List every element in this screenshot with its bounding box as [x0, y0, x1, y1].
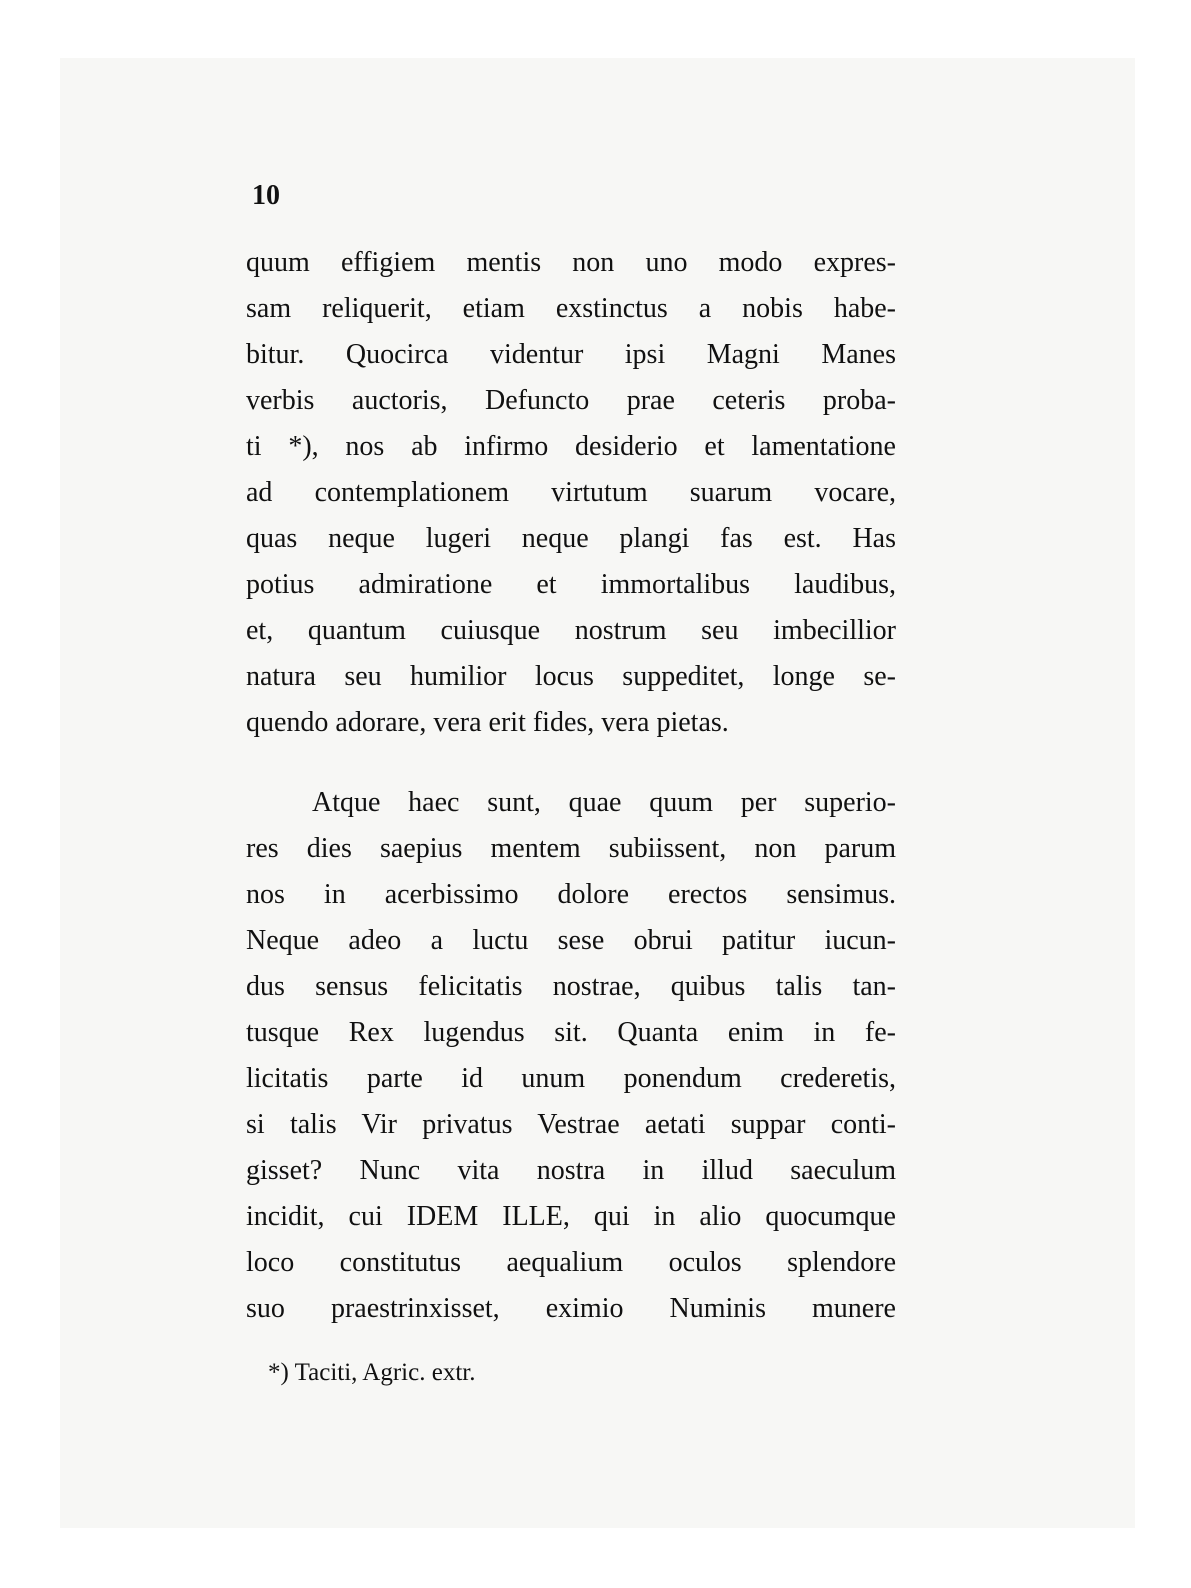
text-line: quendo adorare, vera erit fides, vera pietas.	[246, 707, 729, 738]
paragraph-1	[246, 240, 896, 746]
text-line: Neque adeo a luctu sese obrui patitur iucun-	[246, 925, 896, 956]
text-line: sam reliquerit, etiam exstinctus a nobis habe-	[246, 293, 896, 324]
text-line: dus sensus felicitatis nostrae, quibus talis tan-	[246, 971, 896, 1002]
page-number: 10	[252, 180, 280, 211]
paragraph-2	[246, 780, 896, 1332]
text-line: bitur. Quocirca videntur ipsi Magni Manes	[246, 339, 896, 370]
text-line: nos in acerbissimo dolore erectos sensimus.	[246, 879, 896, 910]
text-line: verbis auctoris, Defuncto prae ceteris proba-	[246, 385, 896, 416]
text-line: natura seu humilior locus suppeditet, longe se-	[246, 661, 896, 692]
text-line: licitatis parte id unum ponendum crederetis,	[246, 1063, 896, 1094]
text-line: gisset? Nunc vita nostra in illud saeculum	[246, 1155, 896, 1186]
text-line: Atque haec sunt, quae quum per superio-	[312, 787, 896, 818]
text-line: incidit, cui IDEM ILLE, qui in alio quocumque	[246, 1201, 896, 1232]
text-line: quas neque lugeri neque plangi fas est. Has	[246, 523, 896, 554]
text-line: suo praestrinxisset, eximio Numinis munere	[246, 1293, 896, 1324]
text-line: quum effigiem mentis non uno modo expres-	[246, 247, 896, 278]
text-line: tusque Rex lugendus sit. Quanta enim in fe-	[246, 1017, 896, 1048]
text-line: potius admiratione et immortalibus laudibus,	[246, 569, 896, 600]
text-line: loco constitutus aequalium oculos splendore	[246, 1247, 896, 1278]
text-line: res dies saepius mentem subiissent, non parum	[246, 833, 896, 864]
text-line: ad contemplationem virtutum suarum vocare,	[246, 477, 896, 508]
text-line: et, quantum cuiusque nostrum seu imbecillior	[246, 615, 896, 646]
text-line: ti *), nos ab infirmo desiderio et lamentatione	[246, 431, 896, 462]
text-line: si talis Vir privatus Vestrae aetati suppar conti-	[246, 1109, 896, 1140]
footnote: *) Taciti, Agric. extr.	[268, 1359, 476, 1386]
